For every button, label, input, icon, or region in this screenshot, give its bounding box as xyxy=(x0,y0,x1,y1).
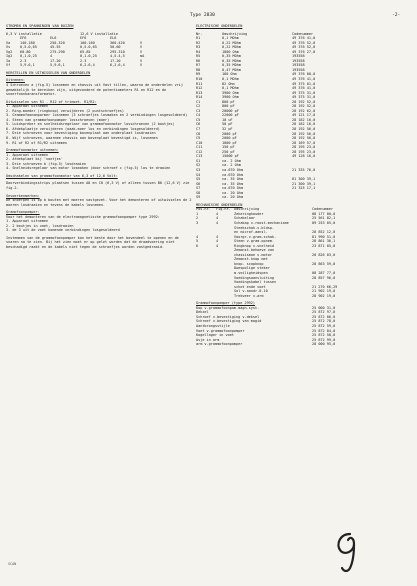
page-number: -2- xyxy=(392,13,401,18)
electrical-row-cell: 800 pF xyxy=(222,104,235,109)
electrical-row-cell: ca. 35 Ohm xyxy=(222,181,244,186)
electrical-row-cell: S5 xyxy=(196,177,201,182)
pickup-part-row-cell: Kop v.grammofoonpom.magn.syst. xyxy=(196,305,260,310)
list-item: 6. Afdekplaatje verwijderen (oaak.moer los en verbindingen losgesoldeerd) xyxy=(6,126,160,131)
tube-cell: 295-310 xyxy=(110,49,125,54)
tube-cell: Ia xyxy=(6,58,11,63)
tube-cell: 6,2-6,4 xyxy=(80,63,95,68)
mechanical-header-cell: Fig.nr. xyxy=(216,207,231,212)
mechanical-header-cell: Pos.nr. xyxy=(196,207,211,212)
electrical-row-cell: C13 xyxy=(196,154,203,159)
electrical-row-cell: 28 182 16,0 xyxy=(292,122,316,127)
electrical-row-cell: 193558 xyxy=(292,67,305,72)
mechanical-row-cell: Schakap v.roost.mechanisme xyxy=(234,220,289,225)
electrical-row-cell: 21 300 39,1 xyxy=(292,181,316,186)
tube-row xyxy=(6,63,192,68)
pickup-part-row-cell: Schroef v.bevestiging van magid xyxy=(196,319,262,324)
electrical-row-cell: 50 pF xyxy=(222,122,233,127)
list-item: 1. Apparaat uitnemen xyxy=(6,219,49,224)
electrical-header-cell: Omschrijving xyxy=(222,31,248,36)
tube-cell: 17-20 xyxy=(110,58,121,63)
electrical-row-cell: ca.670 Ohm xyxy=(222,172,244,177)
electrical-row-cell: 0,1 MOhm xyxy=(222,86,239,91)
electrical-row-cell: ca. 20 Ohm xyxy=(222,195,244,200)
tube-cell: 2-3 xyxy=(20,58,27,63)
electrical-row-cell: 49 376 00,0 xyxy=(292,72,316,77)
pickup-part-row-cell: 28 000 95,0 xyxy=(312,342,336,347)
list-item: 3. Grammofoonompormer losnemen (3 schroefjes losmaken en 2 verbindingen losgesoldeerd) xyxy=(6,113,188,118)
pickup-parts-title: Grammofoonpomper (type 2992) xyxy=(196,301,256,306)
mechanical-row-cell: Steekschak.v.bldsp. xyxy=(234,225,275,230)
electrical-row-cell: C7 xyxy=(196,127,201,132)
mechanical-header-cell: Codenummer xyxy=(312,207,334,212)
mechanical-row-cell: 4 xyxy=(216,239,219,244)
pickup-intro: Voor het demonteren van de electromagnetische grammofoonpomper type 2992: xyxy=(6,214,160,219)
electrical-row-cell: S8 xyxy=(196,190,201,195)
electrical-row-cell: R11 xyxy=(196,81,203,86)
tube-cell: 140-180 xyxy=(20,40,35,45)
electrical-row-cell: C9 xyxy=(196,136,201,141)
tube-cell: 6,2-6,4 xyxy=(110,63,125,68)
mechanical-row-cell: m.veiligheidspen xyxy=(234,270,268,275)
tube-header-cell: EF6 xyxy=(80,36,87,41)
mechanical-row-cell: chassismoe v.motor xyxy=(234,252,272,257)
electrical-row-cell: R13 xyxy=(196,90,203,95)
electrical-row-cell: C2 xyxy=(196,104,201,109)
mechanical-row-cell: 4 xyxy=(216,211,219,216)
mechanical-row-cell: Sol v.aandr.0.10 xyxy=(234,289,268,294)
electrical-row-cell: 0,47 MOhm xyxy=(222,67,241,72)
pickup-part-row-cell: 25 872 97,0 xyxy=(312,310,336,315)
pickup-part-row-cell: 25 872 78,0 xyxy=(312,319,336,324)
pickup-part-row-cell: arm v.grammofoonpomper xyxy=(196,342,243,347)
mechanical-row-cell: 4 xyxy=(216,216,219,221)
mechanical-row-cell: 28 826 03,0 xyxy=(312,252,336,257)
mechanical-row-cell: schot ende voet xyxy=(234,284,266,289)
mechanical-row-cell: 1 xyxy=(196,211,199,216)
mechanical-row-cell: 6 xyxy=(196,243,199,248)
electrical-row-cell: 49 128 16,0 xyxy=(292,154,316,159)
electrical-row-cell: 0,35 MOhm xyxy=(222,58,241,63)
tube-cell: 250-320 xyxy=(50,40,65,45)
pickup-footer-text: Instemmen van de grammofoonpomper kan het beste door het bovendeel te openen en de snaren na te zien. Bij het zien moet er op gelet worden dat de draadvoering niet beschadigd raakt en de kabels niet tegen de schroefjes worden vastgedraaid. xyxy=(6,235,179,249)
mechanical-row-cell: 81 990 51,0 xyxy=(312,234,336,239)
pickup-part-row-cell: Voet v.grammofoonpomper xyxy=(196,328,245,333)
electrical-row-cell: 3900 Ohm xyxy=(222,95,239,100)
tube-cell: V xyxy=(140,63,143,68)
mechanical-row-cell: 09 253 05,0 xyxy=(312,220,336,225)
electrical-row-cell: R9 xyxy=(196,72,201,77)
electrical-row-cell: ca. 20 Ohm xyxy=(222,190,244,195)
list-item: 2. Ring-moeder (ringknop) verwijderen (2 puntschroefjes) xyxy=(6,108,125,113)
electrical-row-cell: 193558 xyxy=(292,58,305,63)
electrical-row-cell: 32 pF xyxy=(222,127,233,132)
tube-cell: 4,5-4,5 xyxy=(110,54,125,59)
wiring-text: De snoerpen is op b bouten met moeren vastgezet. Voor het demonteren of uitwisselen de 2 moeren losdraaien en tevens de kabels losnemen. xyxy=(6,198,192,207)
motor-removal-list xyxy=(6,153,192,171)
electrical-row-cell: R4 xyxy=(196,49,201,54)
tube-cell: 45-55 xyxy=(50,45,61,50)
electrical-row-cell: 49 376 52,0 xyxy=(292,40,316,45)
list-item: 1. Apparaat uitnemen xyxy=(6,152,49,157)
mechanical-row-cell: 3 xyxy=(196,220,199,225)
tube-cell: 2-3 xyxy=(80,58,87,63)
pickup-part-row xyxy=(196,342,412,347)
handwritten-signature-mark xyxy=(326,528,374,576)
electrical-row-cell: 800 pF xyxy=(222,99,235,104)
tube-cell: 0,1-0,25 xyxy=(20,54,37,59)
tube-cell: 100-160 xyxy=(80,40,95,45)
switch-voltage-title: Omschakelen van grammofoonmotor van 6,3 of 12,6 Volt: xyxy=(6,173,118,178)
list-item: 2. Afdekplaat bij 'voetjes' xyxy=(6,157,63,162)
electrical-parts-title: ELECTRISCHE ONDERDELEN xyxy=(196,24,243,28)
electrical-row-cell: 150 pF xyxy=(222,145,235,150)
mechanical-row-cell: Ringknop v.snelheid xyxy=(234,243,275,248)
tube-cell: 275-290 xyxy=(50,49,65,54)
electrical-row-cell: 20000 pF xyxy=(222,108,239,113)
mechanical-row-cell: Zemonst.behoeve van xyxy=(234,248,275,253)
pickup-list xyxy=(6,219,192,233)
electrical-row-cell: 0,1 MOhm xyxy=(222,77,239,82)
tube-cell: V xyxy=(140,45,143,50)
tube-cell: 50-60 xyxy=(110,45,121,50)
removal-text: 4 Schroeven a (fig.5) losnemen en chassis uit Vast tillen, waarna de onderdelen vrij gemakkelijk te bereiken zijn, uitgezonderd de potentiometers R1 en R12 en de snoerfoonkaransformator. xyxy=(6,83,184,97)
electrical-row-cell: 28 192 50,0 xyxy=(292,136,316,141)
electrical-row-cell: 81 300 39,1 xyxy=(292,177,316,182)
electrical-row-cell: 2000 pF xyxy=(222,131,237,136)
electrical-parts-table xyxy=(196,36,412,200)
electrical-row-cell: C10 xyxy=(196,140,203,145)
electrical-row-cell: 49 376 41,0 xyxy=(292,36,316,41)
electrical-row-cell: C6 xyxy=(196,122,201,127)
electrical-row-cell: C11 xyxy=(196,145,203,150)
electrical-row-cell: R10 xyxy=(196,77,203,82)
mechanical-row-cell: 23 871 05,0 xyxy=(312,243,336,248)
tube-cell: Vg2 xyxy=(6,49,13,54)
electrical-row-cell: 49 375 01,0 xyxy=(292,81,316,86)
electrical-row-cell: R3 xyxy=(196,45,201,50)
electrical-row-cell: ca.670 Ohm xyxy=(222,186,244,191)
electrical-row-cell: 49 121 17,0 xyxy=(292,113,316,118)
list-item: 7. Drie schroeven voor bevestiging bovenplaat aan onderplaat losdraaien xyxy=(6,131,156,136)
electrical-row-cell: R6 xyxy=(196,58,201,63)
pickup-title: Gramofoonpomper: xyxy=(6,210,40,215)
mechanical-row-cell: 08 177 00,0 xyxy=(312,211,336,216)
mechanical-parts-title: MECHANISCHE ONDERDELEN xyxy=(196,202,243,207)
electrical-row-cell: R8 xyxy=(196,67,201,72)
wiring-title: Gevoerkenmerken: xyxy=(6,193,40,198)
list-item: 2. 2 boutjes in voet, losdraaien xyxy=(6,223,74,228)
mechanical-parts-table xyxy=(196,212,412,298)
electrical-row-cell: C3 xyxy=(196,108,201,113)
mechanical-row-cell: Zekeringhouder xyxy=(234,211,264,216)
list-item: 5. Luidspreker en snelheidsregelaar van grammofoonmotor losschroeven (2 boutjes) xyxy=(6,122,175,127)
electrical-row-cell: 0,1 MOhm xyxy=(222,36,239,41)
electrical-row-cell: 28 192 62,0 xyxy=(292,108,316,113)
mechanical-row-cell: 4 xyxy=(216,220,219,225)
mechanical-row-cell: 4 xyxy=(196,234,199,239)
electrical-row-cell: S9 xyxy=(196,195,201,200)
electrical-row-cell: ca.670 Ohm xyxy=(222,167,244,172)
electrical-row-cell: R12 xyxy=(196,86,203,91)
electrical-row-cell: 28 192 56,0 xyxy=(292,131,316,136)
removal-title: Uitnemen: xyxy=(6,78,25,83)
electrical-row-cell: C1 xyxy=(196,99,201,104)
mechanical-row-cell xyxy=(216,294,234,299)
electrical-row-cell: 49 376 41,0 xyxy=(292,77,316,82)
electrical-row-cell: 0,22 MOhm xyxy=(222,45,241,50)
tube-cell: 4 xyxy=(50,54,53,59)
pickup-part-row-cell: Kogellager in voet xyxy=(196,333,234,338)
tube-table xyxy=(6,41,192,68)
tube-cell: 0,5-0,65 xyxy=(80,45,97,50)
pickup-part-row-cell: 25 872 99,0 xyxy=(312,337,336,342)
electrical-row-cell: ca. 35 Ohm xyxy=(222,177,244,182)
mechanical-row-cell: 4 xyxy=(216,243,219,248)
electrical-row-cell: S4 xyxy=(196,172,201,177)
tube-cell: Ig2 xyxy=(6,54,13,59)
tube-cell: 65-85 xyxy=(80,49,91,54)
mechanical-row-cell: 25 561 82,1 xyxy=(312,216,336,221)
tube-header-cell: EF6 xyxy=(20,36,27,41)
electrical-row-cell: 28 192 52,0 xyxy=(292,104,316,109)
electrical-header-cell: Codenummer xyxy=(292,31,314,36)
mechanical-row-cell: 21 270 66,29 xyxy=(312,284,338,289)
tube-header-cell: EL6 xyxy=(50,36,57,41)
electrical-row-cell: 193558 xyxy=(292,54,305,59)
electrical-row-cell: 49 376 27,0 xyxy=(292,49,316,54)
mechanical-row-cell: Steen v.gram.opnem. xyxy=(234,239,275,244)
pickup-parts-table xyxy=(196,306,412,347)
tube-cell: 17-20 xyxy=(50,58,61,63)
electrical-row-cell: R2 xyxy=(196,40,201,45)
tube-cell: Va xyxy=(6,40,11,45)
electrical-row-cell: 1000 pF xyxy=(222,140,237,145)
tube-cell: V xyxy=(140,40,143,45)
electrical-row-cell: 193558 xyxy=(292,63,305,68)
installation-6v-label: 6,3 V installatie xyxy=(6,31,42,36)
mechanical-row-cell: 08 287 77,0 xyxy=(312,270,336,275)
electrical-row-cell: 49 375 31,0 xyxy=(292,90,316,95)
mechanical-row-cell: Schakelaar xyxy=(234,216,256,221)
electrical-row-cell: C4 xyxy=(196,113,201,118)
electrical-row-cell: 49 376 41,0 xyxy=(292,86,316,91)
electrical-row-cell: 28 192 52,0 xyxy=(292,99,316,104)
list-item: 4. Steen van grammofoonpomper losschroeven (moer) xyxy=(6,117,110,122)
electrical-row-cell: 3900 Ohm xyxy=(222,90,239,95)
electrical-row-cell: 0,22 MOhm xyxy=(222,40,241,45)
electrical-row-cell: C5 xyxy=(196,117,201,122)
electrical-row-cell: S2 xyxy=(196,163,201,168)
electrical-row-cell: ca. 2 Ohm xyxy=(222,163,241,168)
electrical-row-cell: ca. 2 Ohm xyxy=(222,158,241,163)
pickup-part-row-cell: Aantbrongsstijle xyxy=(196,324,230,328)
tube-cell: 360-420 xyxy=(110,40,125,45)
mechanical-row-cell: 4 xyxy=(216,234,219,239)
electrical-row-cell xyxy=(292,195,352,200)
tube-cell: 5,9-6,1 xyxy=(50,63,65,68)
mechanical-row-cell: knop. scopknop xyxy=(234,261,264,266)
document-type-label: Type 2830 xyxy=(190,13,215,18)
electrical-row-cell: 49 375 31,0 xyxy=(292,95,316,100)
exchange-title: Uitwisselen van R1 - R12 of trimset. R1/R2: xyxy=(6,99,97,104)
electrical-row-cell: 21 335 76,0 xyxy=(292,167,316,172)
pickup-part-row-cell: 25 872 84,0 xyxy=(312,328,336,333)
tube-cell: 0,1-0,25 xyxy=(80,54,97,59)
mechanical-row-cell: Voedingsaansluiting xyxy=(234,275,275,280)
electrical-row-cell: 0,35 MOhm xyxy=(222,63,241,68)
list-item: 4. Snelheidsregelaar van motor losmaken (door schroef c (fig.5) los te draaien xyxy=(6,166,171,171)
electrical-row-cell: 2000 pF xyxy=(222,136,237,141)
pickup-part-row-cell: 25 872 59,0 xyxy=(312,324,336,328)
mechanical-row-cell: 2 xyxy=(196,216,199,221)
electrical-row-cell: R1 xyxy=(196,36,201,41)
mechanical-row-cell: Voorgr.v.gram.schak. xyxy=(234,234,277,239)
electrical-row-cell: 0,35 MOhm xyxy=(222,54,241,59)
installation-12v-label: 12,6 V installatie xyxy=(80,31,118,36)
mechanical-row-cell: Voedingskabel tussen xyxy=(234,280,277,285)
tube-cell: mA xyxy=(140,54,145,59)
electrical-row-cell: R14 xyxy=(196,95,203,100)
mechanical-header-cell: Omschrijving xyxy=(234,207,260,212)
mechanical-row-cell: 28 861 36,1 xyxy=(312,239,336,244)
tube-header-cell: EL6 xyxy=(110,36,117,41)
currents-voltages-title: STROMEN EN SPANNINGEN VAN BUIZEN xyxy=(6,24,74,28)
electrical-row-cell: 82 Ohm xyxy=(222,81,235,86)
scan-stamp: SCAN xyxy=(8,562,17,566)
electrical-row-cell: 28 195 23,0 xyxy=(292,145,316,150)
mechanical-row-cell: 5 xyxy=(196,239,199,244)
list-item: 9. R1 of R2 of R1/R2 uitnemen xyxy=(6,140,68,145)
electrical-row-cell: 15000 pF xyxy=(222,154,239,159)
electrical-row-cell: 250 pF xyxy=(222,149,235,154)
pickup-part-row-cell: 25 872 86,0 xyxy=(312,314,336,319)
electrical-row-cell: 49 376 52,0 xyxy=(292,45,316,50)
electrical-row-cell: 28 195 23,0 xyxy=(292,149,316,154)
electrical-row-cell: C12 xyxy=(196,149,203,154)
repair-section-title: HERSTELLEN EN UITWISSELEN VAN ONDERDELEN xyxy=(6,70,91,75)
left-column xyxy=(6,24,192,250)
list-item: 1. Apparaat uitnemen xyxy=(6,104,49,109)
electrical-row-cell: 28 182 16,0 xyxy=(292,117,316,122)
electrical-row-cell: S7 xyxy=(196,186,201,191)
mechanical-row-cell: en microf.aansl. xyxy=(234,230,268,235)
electrical-row-cell: S3 xyxy=(196,167,201,172)
mechanical-row-cell: 28 863 59,0 xyxy=(312,261,336,266)
tube-cell: 5,9-6,1 xyxy=(20,63,35,68)
switch-voltage-text: Doorverbindingsstrips plaatsen tussen A0 en C0 (6,3 V) of alleen tussen B0 (12,6 V) zie fig.2. xyxy=(6,181,190,190)
electrical-row-cell: 1800 Ohm xyxy=(222,49,239,54)
pickup-part-row-cell: 25 000 31,0 xyxy=(312,305,336,310)
mechanical-row-cell: Trekveer v.arm xyxy=(234,293,264,298)
electrical-row-cell: C8 xyxy=(196,131,201,136)
electrical-row-cell: R7 xyxy=(196,63,201,68)
tube-cell: 60-80 xyxy=(20,49,31,54)
right-column xyxy=(196,24,412,347)
tube-cell: Vs xyxy=(6,45,11,50)
tube-cell: 0,5-0,65 xyxy=(20,45,37,50)
pickup-part-row-cell: Asje in arm xyxy=(196,337,220,342)
tube-cell: V xyxy=(140,49,143,54)
pickup-part-row-cell: 25 872 58,0 xyxy=(312,333,336,338)
list-item: 3. Drie schroeven b (fig.5) losdraaien xyxy=(6,161,87,166)
mechanical-row-cell: 21 902 19,0 xyxy=(312,289,336,294)
electrical-row-cell: 160 Ohm xyxy=(222,72,237,77)
electrical-header-cell: Nr. xyxy=(196,31,203,36)
tube-cell: Vf xyxy=(6,63,11,68)
tube-cell: V xyxy=(140,58,143,63)
mechanical-row-cell xyxy=(196,294,216,299)
electrical-row-cell: 10 uF xyxy=(222,117,233,122)
electrical-row-cell: R5 xyxy=(196,54,201,59)
list-item: 3. de 3 uit de voet komende verbindingen losgesoldeerd xyxy=(6,228,120,233)
electrical-row-cell: 22000 pF xyxy=(222,113,239,118)
mechanical-row-cell: Zemonst.knop met xyxy=(234,257,268,262)
mechanical-row-cell: 28 852 12,0 xyxy=(312,230,336,235)
electrical-row-cell: S6 xyxy=(196,181,201,186)
mechanical-row-cell: Dwespolige steker xyxy=(234,266,270,271)
electrical-row-cell: 28 192 56,0 xyxy=(292,127,316,132)
electrical-row-cell: S1 xyxy=(196,158,201,163)
exchange-list xyxy=(6,104,192,145)
electrical-row-cell: 21 325 17,1 xyxy=(292,186,316,191)
electrical-row-cell: 28 169 57,0 xyxy=(292,140,316,145)
list-item: 8. Wijf schroeven, waarmee chassis aan bovenplaat bevestigd is, losnemen xyxy=(6,136,158,141)
mechanical-row-cell: 28 857 96,0 xyxy=(312,275,336,280)
pickup-part-row-cell: Schroef v.bevestiging v.deksel xyxy=(196,314,260,319)
mechanical-row-cell: 28 902 19,0 xyxy=(312,293,336,298)
pickup-part-row-cell: Dekzel xyxy=(196,310,209,315)
motor-removal-title: Grammofoonmotor uitnemen: xyxy=(6,148,59,153)
